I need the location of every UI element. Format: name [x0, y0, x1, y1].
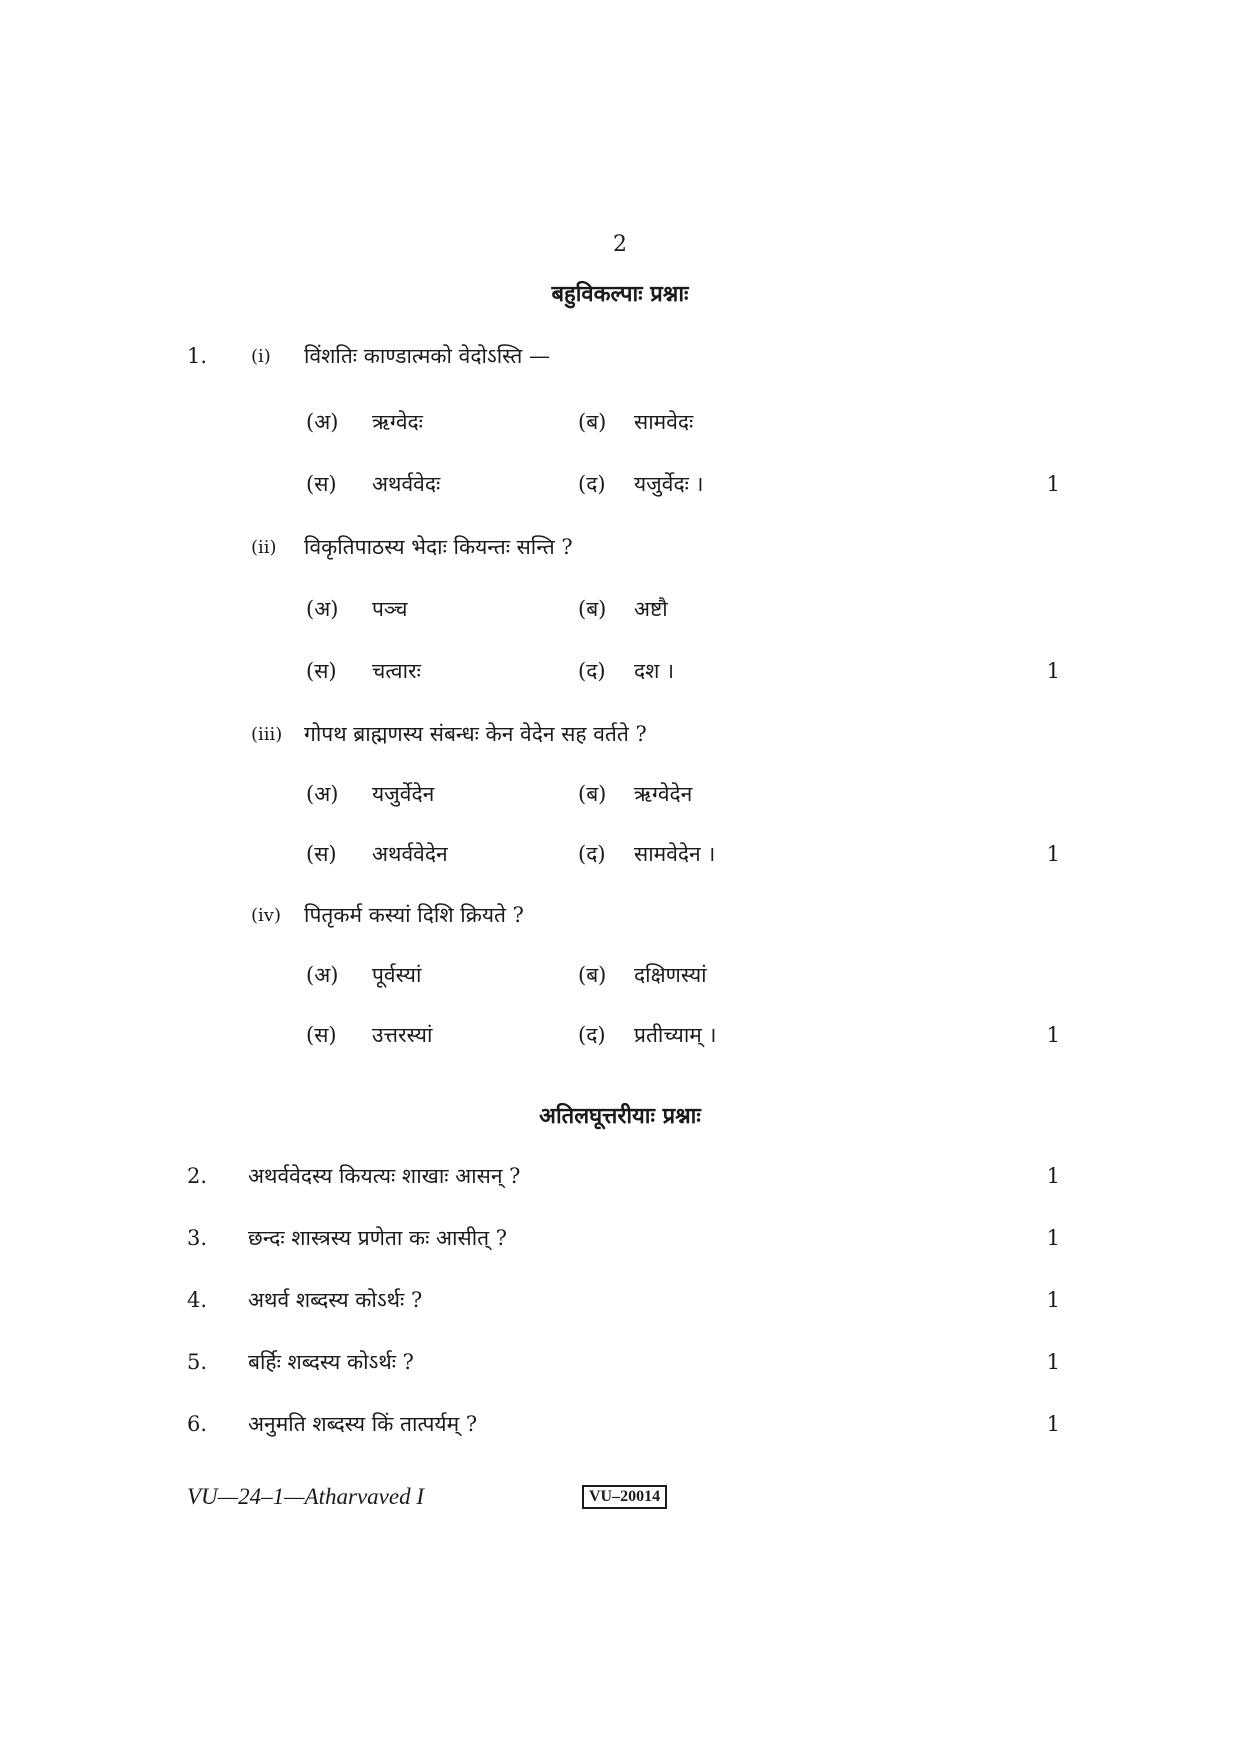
question-text: अथर्व शब्दस्य कोऽर्थः ? — [248, 1288, 423, 1312]
option-text: अथर्ववेदेन — [372, 842, 448, 866]
option-label: (ब) — [578, 782, 607, 806]
option-text: सामवेदः — [634, 410, 694, 434]
option-text: चत्वारः — [372, 659, 421, 683]
question-number: 2. — [187, 1164, 208, 1188]
option-text: यजुर्वेदः । — [634, 472, 704, 496]
option-text: पञ्च — [372, 597, 408, 621]
question-text: विंशतिः काण्डात्मको वेदोऽस्ति — — [304, 344, 550, 368]
option-text: ऋग्वेदेन — [634, 782, 693, 806]
question-text: छन्दः शास्त्रस्य प्रणेता कः आसीत् ? — [248, 1226, 508, 1250]
option-label: (अ) — [306, 597, 339, 621]
option-label: (अ) — [306, 410, 339, 434]
option-text: उत्तरस्यां — [372, 1023, 433, 1047]
option-label: (स) — [306, 659, 337, 683]
option-label: (द) — [578, 472, 606, 496]
question-number: 1. — [187, 344, 208, 368]
option-label: (द) — [578, 659, 606, 683]
option-label: (द) — [578, 1023, 606, 1047]
question-number: 3. — [187, 1226, 208, 1250]
marks: 1 — [1046, 1350, 1060, 1374]
paper-code-box: VU–20014 — [582, 1485, 667, 1509]
section-heading-short: अतिलघूत्तरीयाः प्रश्नाः — [539, 1103, 701, 1129]
question-text: पितृकर्म कस्यां दिशि क्रियते ? — [304, 903, 524, 927]
option-label: (ब) — [578, 410, 607, 434]
marks: 1 — [1046, 842, 1060, 866]
part-number: (ii) — [251, 537, 277, 558]
question-text: बर्हिः शब्दस्य कोऽर्थः ? — [248, 1350, 414, 1374]
option-text: यजुर्वेदेन — [372, 782, 435, 806]
question-number: 6. — [187, 1412, 208, 1436]
option-text: ऋग्वेदः — [372, 410, 423, 434]
option-text: दक्षिणस्यां — [634, 963, 707, 987]
option-label: (ब) — [578, 963, 607, 987]
option-text: सामवेदेन । — [634, 842, 716, 866]
option-text: पूर्वस्यां — [372, 963, 422, 987]
option-label: (स) — [306, 1023, 337, 1047]
option-label: (द) — [578, 842, 606, 866]
question-number: 4. — [187, 1288, 208, 1312]
marks: 1 — [1046, 1023, 1060, 1047]
marks: 1 — [1046, 659, 1060, 683]
part-number: (iv) — [251, 905, 281, 926]
option-text: दश । — [634, 659, 675, 683]
page-number: 2 — [613, 232, 627, 257]
marks: 1 — [1046, 1164, 1060, 1188]
option-label: (अ) — [306, 782, 339, 806]
question-text: विकृतिपाठस्य भेदाः कियन्तः सन्ति ? — [304, 535, 573, 559]
paper-code: VU—24–1—Atharvaved I — [187, 1484, 424, 1509]
question-text: अनुमति शब्दस्य किं तात्पर्यम् ? — [248, 1412, 478, 1436]
question-number: 5. — [187, 1350, 208, 1374]
part-number: (iii) — [251, 724, 283, 745]
option-text: अष्टौ — [634, 597, 668, 621]
option-label: (ब) — [578, 597, 607, 621]
option-label: (अ) — [306, 963, 339, 987]
part-number: (i) — [251, 346, 271, 367]
option-text: प्रतीच्याम् । — [634, 1023, 717, 1047]
option-label: (स) — [306, 472, 337, 496]
question-text: अथर्ववेदस्य कियत्यः शाखाः आसन् ? — [248, 1164, 521, 1188]
marks: 1 — [1046, 1226, 1060, 1250]
option-label: (स) — [306, 842, 337, 866]
option-text: अथर्ववेदः — [372, 472, 441, 496]
marks: 1 — [1046, 472, 1060, 496]
marks: 1 — [1046, 1412, 1060, 1436]
section-heading-mcq: बहुविकल्पाः प्रश्नाः — [551, 281, 689, 307]
question-text: गोपथ ब्राह्मणस्य संबन्धः केन वेदेन सह वर्तते ? — [304, 722, 647, 746]
marks: 1 — [1046, 1288, 1060, 1312]
